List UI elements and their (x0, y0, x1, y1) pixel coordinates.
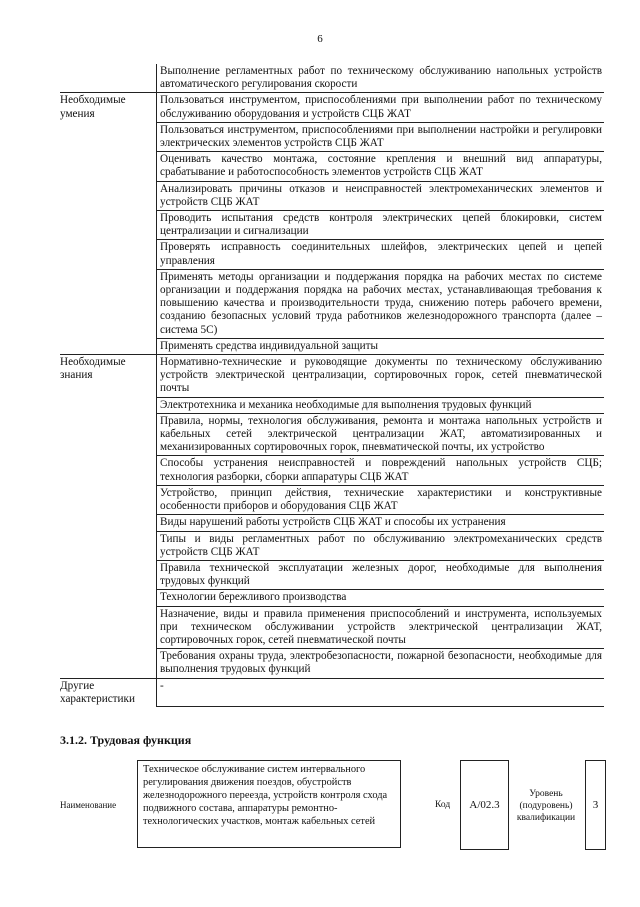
table-cell: Виды нарушений работы устройств СЦБ ЖАТ и способы их устранения (157, 515, 605, 531)
table-cell: Выполнение регламентных работ по техническому обслуживанию напольных устройств автоматического регулирования скорости (157, 64, 605, 93)
labor-function-block (60, 760, 604, 852)
table-cell: Применять средства индивидуальной защиты (157, 338, 605, 354)
name-label: Наименование (60, 800, 117, 810)
table-cell: Оценивать качество монтажа, состояние крепления и внешний вид аппаратуры, срабатывание и работоспособность элементов устройств СЦБ ЖАТ (157, 152, 605, 181)
level-value: 3 (585, 760, 606, 850)
row-label (60, 64, 157, 93)
table-cell: Пользоваться инструментом, приспособлениями при выполнении работ по техническому обслуживанию оборудования и устройств СЦБ ЖАТ (157, 93, 605, 122)
table-cell: Требования охраны труда, электробезопасности, пожарной безопасности, необходимые для выполнения трудовых функций (157, 649, 605, 678)
table-cell: Способы устранения неисправностей и повреждений напольных устройств СЦБ; технология разборки, сборки аппаратуры СЦБ ЖАТ (157, 456, 605, 485)
level-label: Уровень (подуровень) квалификации (516, 789, 576, 823)
table-cell: Типы и виды регламентных работ по обслуживанию электромеханических средств устройств СЦБ ЖАТ (157, 531, 605, 560)
table-cell: Электротехника и механика необходимые для выполнения трудовых функций (157, 397, 605, 413)
table-row (60, 93, 604, 122)
table-cell: Проверять исправность соединительных шлейфов, электрических цепей и цепей управления (157, 240, 605, 269)
name-value: Техническое обслуживание систем интервального регулирования движения поездов, обустройств железнодорожного переезда, устройств контроля схода подвижного состава, аппаратуры ремонтно-технологических участков, монтаж кабельных сетей (137, 760, 401, 848)
table-cell: Правила технической эксплуатации железных дорог, необходимые для выполнения трудовых функций (157, 560, 605, 589)
table-cell: Устройство, принцип действия, технические характеристики и конструктивные особенности приборов и оборудования СЦБ ЖАТ (157, 485, 605, 514)
code-label: Код (435, 800, 451, 810)
page-number: 6 (317, 33, 323, 45)
row-label: Необходимые знания (60, 355, 157, 678)
table-row (60, 64, 604, 93)
table-cell: Нормативно-технические и руководящие документы по техническому обслуживанию устройств электрической централизации, сортировочных горок, сетей пневматической почты (157, 355, 605, 398)
code-value: A/02.3 (460, 760, 509, 850)
row-label: Необходимые умения (60, 93, 157, 355)
table-cell: - (157, 678, 605, 707)
section-title: 3.1.2. Трудовая функция (60, 733, 192, 747)
requirements-table (60, 64, 604, 707)
table-cell: Назначение, виды и правила применения приспособлений и инструмента, используемых при техническом обслуживании устройств электрической централизации ЖАТ, сортировочных горок, сетей пневматической почты (157, 606, 605, 649)
table-row (60, 678, 604, 707)
table-cell: Правила, нормы, технология обслуживания, ремонта и монтажа напольных устройств и кабельных сетей электрической централизации ЖАТ, автоматизированных и механизированных сортировочных горок, пневматической почты, их устройство (157, 413, 605, 456)
table-cell: Проводить испытания средств контроля электрических цепей блокировки, систем централизации и сигнализации (157, 211, 605, 240)
row-label: Другие характеристики (60, 678, 157, 707)
table-cell: Пользоваться инструментом, приспособлениями при выполнении настройки и регулировки электрических элементов устройств СЦБ ЖАТ (157, 122, 605, 151)
table-cell: Применять методы организации и поддержания порядка на рабочих местах по системе организации и поддержания порядка на рабочих местах, устанавливающая требования к повышению качества и производительности труда, снижению потерь рабочего времени, созданию безопасных условий труда работников железнодорожного транспорта (далее – система 5С) (157, 269, 605, 338)
table-cell: Технологии бережливого производства (157, 590, 605, 606)
table-cell: Анализировать причины отказов и неисправностей электромеханических элементов и устройств СЦБ ЖАТ (157, 181, 605, 210)
table-row (60, 355, 604, 398)
